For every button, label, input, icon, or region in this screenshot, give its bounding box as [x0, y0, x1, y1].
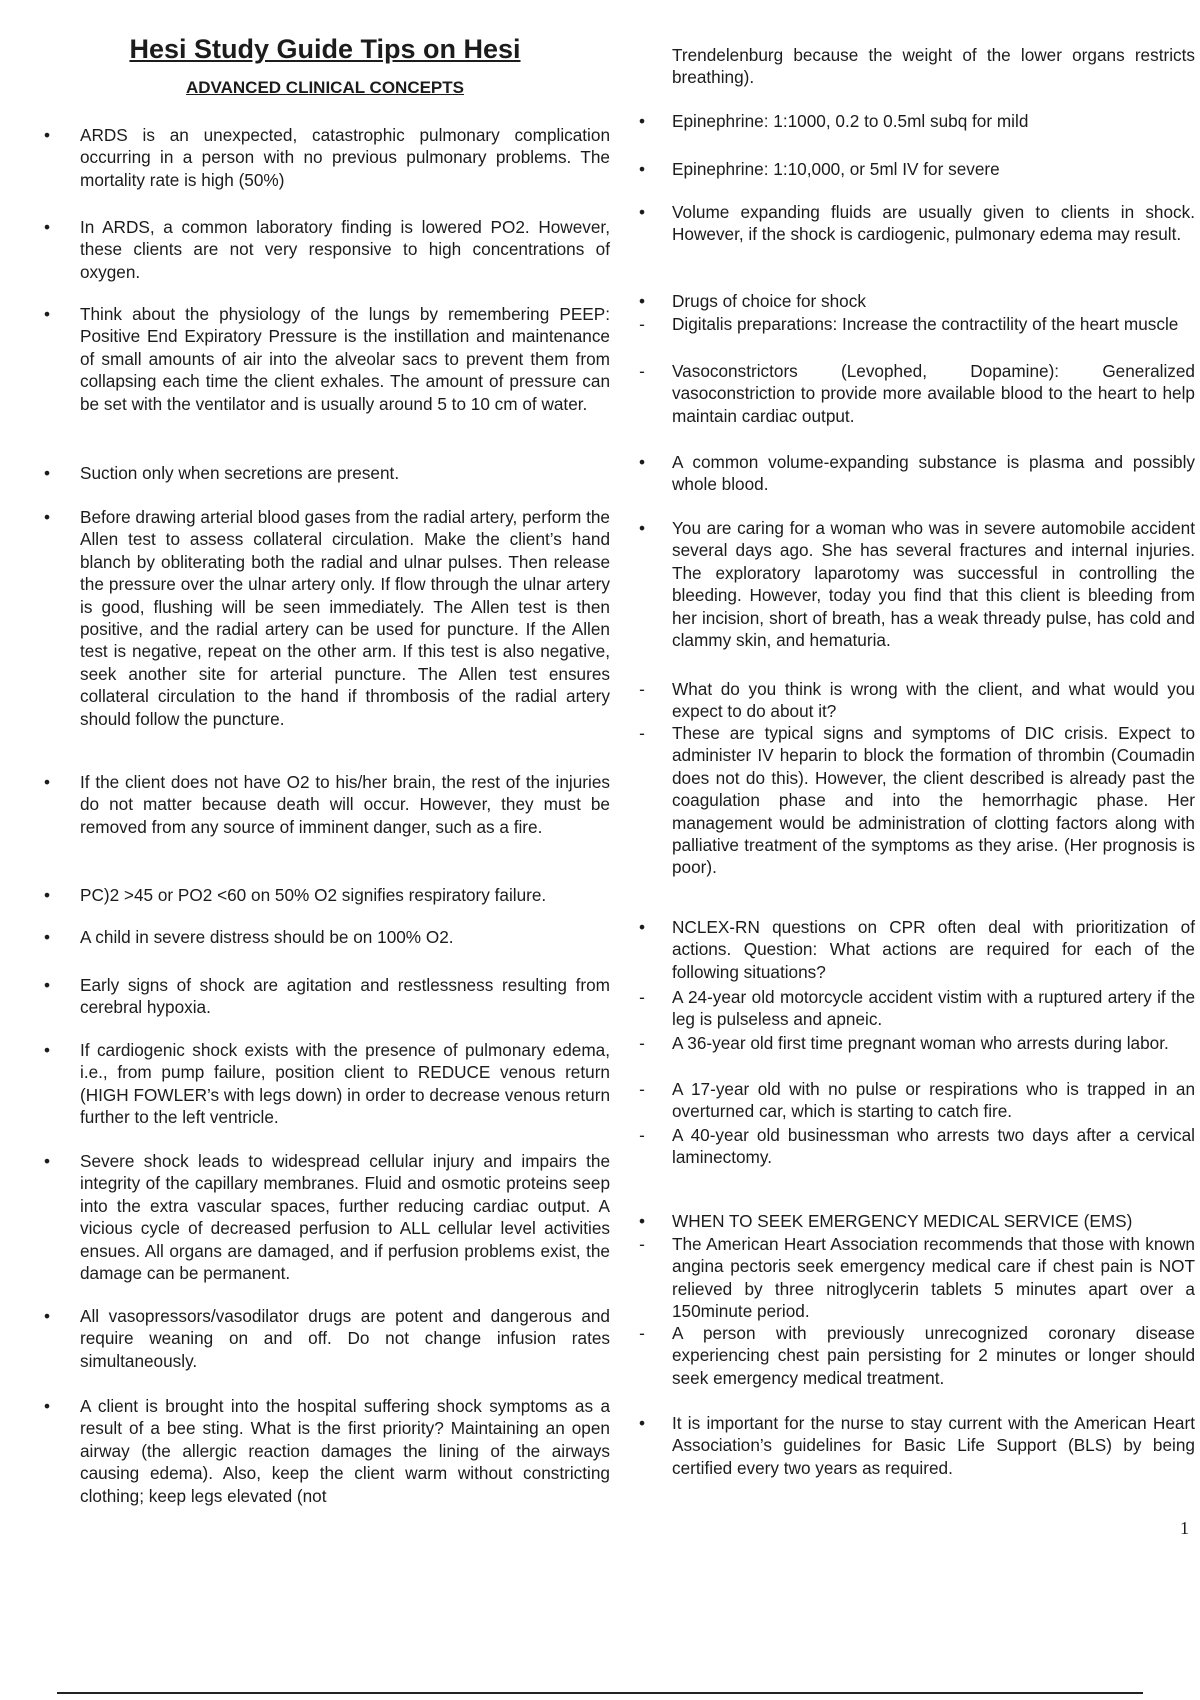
list-item-text: Suction only when secretions are present. — [80, 463, 400, 483]
list-item-text: Digitalis preparations: Increase the contractility of the heart muscle — [672, 314, 1179, 334]
dash-marker: - — [639, 1033, 645, 1053]
bullet-marker: • — [43, 1151, 51, 1171]
list-item-text: A person with previously unrecognized coronary disease experiencing chest pain persisting for 2 minutes or longer should seek emergency medical treatment. — [672, 1323, 1195, 1388]
dash-marker: - — [639, 1234, 645, 1254]
list-item-text: Volume expanding fluids are usually given to clients in shock. However, if the shock is cardiogenic, pulmonary edema may result. — [672, 202, 1195, 245]
dash-marker: - — [639, 1125, 645, 1145]
list-item-text: Drugs of choice for shock — [672, 291, 866, 311]
list-item — [635, 722, 1195, 879]
list-item — [635, 158, 1195, 180]
bullet-marker: • — [43, 463, 51, 483]
list-item-text: The American Heart Association recommends that those with known angina pectoris seek emergency medical care if chest pain is NOT relieved by three nitroglycerin tablets 5 minutes apart over a 150minute period. — [672, 1234, 1195, 1322]
list-item-text: A common volume-expanding substance is plasma and possibly whole blood. — [672, 452, 1195, 495]
list-item — [635, 1210, 1195, 1232]
dash-marker: - — [639, 361, 645, 381]
list-item-text: A child in severe distress should be on 100% O2. — [80, 927, 454, 947]
list-item-text: If cardiogenic shock exists with the presence of pulmonary edema, i.e., from pump failure, position client to REDUCE venous return (HIGH FOWLER’s with legs down) in order to decrease venous return further to the left ventricle. — [80, 1040, 610, 1128]
list-item — [635, 1322, 1195, 1389]
dash-marker: - — [639, 1323, 645, 1343]
list-item-text: Severe shock leads to widespread cellular injury and impairs the integrity of the capillary membranes. Fluid and osmotic proteins seep into the extra vascular spaces, further reducing cardiac output. A vicious cycle of decreased perfusion to ALL cellular level activities ensues. All organs are damaged, and if perfusion problems exist, the damage can be permanent. — [80, 1151, 610, 1284]
list-item — [635, 110, 1195, 132]
list-item-text: It is important for the nurse to stay current with the American Heart Association’s guidelines for Basic Life Support (BLS) by being certified every two years as required. — [672, 1413, 1195, 1478]
list-item-text: A 17-year old with no pulse or respirations who is trapped in an overturned car, which is starting to catch fire. — [672, 1079, 1195, 1122]
bullet-marker: • — [43, 927, 51, 947]
list-item — [40, 506, 610, 730]
list-item-text: A client is brought into the hospital suffering shock symptoms as a result of a bee sting. What is the first priority? Maintaining an open airway (the allergic reaction damages the lining of the airways causing edema). Also, keep the client warm without constricting clothing; keep legs elevated (not — [80, 1396, 610, 1506]
list-item — [635, 360, 1195, 427]
list-item-text: Early signs of shock are agitation and restlessness resulting from cerebral hypoxia. — [80, 975, 610, 1018]
list-item — [40, 1150, 610, 1284]
list-item-text: A 36-year old first time pregnant woman who arrests during labor. — [672, 1033, 1169, 1053]
list-item-text: If the client does not have O2 to his/her brain, the rest of the injuries do not matter because death will occur. However, they must be removed from any source of imminent danger, such as a fire. — [80, 772, 610, 837]
list-item-text: A 24-year old motorcycle accident vistim with a ruptured artery if the leg is pulseless and apneic. — [672, 987, 1195, 1030]
bullet-marker: • — [43, 885, 51, 905]
list-item-text: PC)2 >45 or PO2 <60 on 50% O2 signifies respiratory failure. — [80, 885, 547, 905]
bullet-marker: • — [43, 1396, 51, 1416]
list-item — [635, 1032, 1195, 1054]
list-item — [635, 678, 1195, 723]
bullet-marker: • — [638, 518, 646, 538]
list-item — [40, 216, 610, 283]
bullet-marker: • — [43, 217, 51, 237]
dash-marker: - — [639, 314, 645, 334]
dash-marker: - — [639, 723, 645, 743]
bullet-marker: • — [638, 111, 646, 131]
list-item — [40, 124, 610, 191]
list-item-text: What do you think is wrong with the client, and what would you expect to do about it? — [672, 679, 1195, 722]
list-item — [40, 303, 610, 415]
list-item — [635, 986, 1195, 1031]
footer-divider — [57, 1692, 1143, 1694]
bullet-marker: • — [638, 202, 646, 222]
list-item-text: Vasoconstrictors (Levophed, Dopamine): Generalized vasoconstriction to provide more available blood to the heart to help maintain cardiac output. — [672, 361, 1195, 426]
list-item-text: A 40-year old businessman who arrests two days after a cervical laminectomy. — [672, 1125, 1195, 1168]
list-item-text: Think about the physiology of the lungs by remembering PEEP: Positive End Expiratory Pressure is the instillation and maintenance of small amounts of air into the alveolar sacs to prevent them from collapsing each time the client exhales. The amount of pressure can be set with the ventilator and is usually around 5 to 10 cm of water. — [80, 304, 610, 414]
bullet-marker: • — [638, 291, 646, 311]
list-item — [40, 974, 610, 1019]
bullet-marker: • — [638, 1211, 646, 1231]
list-item — [40, 926, 610, 948]
list-item — [40, 1395, 610, 1507]
list-item-text: Trendelenburg because the weight of the lower organs restricts breathing). — [672, 45, 1195, 88]
bullet-marker: • — [43, 507, 51, 527]
list-item — [40, 462, 610, 484]
list-item-text: You are caring for a woman who was in severe automobile accident several days ago. She has several fractures and internal injuries. The exploratory laparotomy was successful in controlling the bleeding. However, today you find that this client is bleeding from her incision, short of breath, has a weak thready pulse, has cold and clammy skin, and hematuria. — [672, 518, 1195, 651]
bullet-marker: • — [43, 975, 51, 995]
bullet-marker: • — [43, 304, 51, 324]
bullet-marker: • — [43, 772, 51, 792]
list-item — [635, 1233, 1195, 1323]
list-item — [635, 1124, 1195, 1169]
bullet-marker: • — [43, 1040, 51, 1060]
list-item — [40, 884, 610, 906]
dash-marker: - — [639, 987, 645, 1007]
list-item — [635, 201, 1195, 246]
list-item-text: All vasopressors/vasodilator drugs are potent and dangerous and require weaning on and off. Do not change infusion rates simultaneously. — [80, 1306, 610, 1371]
dash-marker: - — [639, 1079, 645, 1099]
list-item-text: These are typical signs and symptoms of DIC crisis. Expect to administer IV heparin to block the formation of thrombin (Coumadin does not do this). However, the client described is already past the coagulation phase and into the hemorrhagic phase. Her management would be administration of clotting factors along with palliative treatment of the symptoms as they arise. (Her prognosis is poor). — [672, 723, 1195, 878]
list-item-text: Epinephrine: 1:10,000, or 5ml IV for severe — [672, 159, 1000, 179]
document-subtitle: ADVANCED CLINICAL CONCEPTS — [186, 78, 464, 97]
list-item — [40, 771, 610, 838]
bullet-marker: • — [43, 1306, 51, 1326]
list-item-text: ARDS is an unexpected, catastrophic pulmonary complication occurring in a person with no previous pulmonary problems. The mortality rate is high (50%) — [80, 125, 610, 190]
list-item — [635, 1078, 1195, 1123]
list-item-text: Epinephrine: 1:1000, 0.2 to 0.5ml subq for mild — [672, 111, 1029, 131]
bullet-marker: • — [638, 917, 646, 937]
list-item-text: WHEN TO SEEK EMERGENCY MEDICAL SERVICE (EMS) — [672, 1211, 1133, 1231]
list-item — [635, 290, 1195, 312]
list-item — [635, 517, 1195, 651]
list-item — [635, 451, 1195, 496]
list-item-text: In ARDS, a common laboratory finding is lowered PO2. However, these clients are not very responsive to high concentrations of oxygen. — [80, 217, 610, 282]
bullet-marker: • — [43, 125, 51, 145]
bullet-marker: • — [638, 452, 646, 472]
list-item — [635, 313, 1195, 335]
list-item-text: NCLEX-RN questions on CPR often deal with prioritization of actions. Question: What actions are required for each of the following situations? — [672, 917, 1195, 982]
list-item — [635, 1412, 1195, 1479]
document-title: Hesi Study Guide Tips on Hesi — [129, 34, 521, 64]
list-item — [635, 916, 1195, 983]
dash-marker: - — [639, 679, 645, 699]
bullet-marker: • — [638, 159, 646, 179]
list-item — [635, 44, 1195, 89]
bullet-marker: • — [638, 1413, 646, 1433]
page-number: 1 — [1180, 1518, 1189, 1538]
list-item — [40, 1305, 610, 1372]
list-item-text: Before drawing arterial blood gases from the radial artery, perform the Allen test to assess collateral circulation. Make the client’s hand blanch by obliterating both the radial and ulnar pulses. Then release the pressure over the ulnar artery only. If flow through the ulnar artery is good, flushing will be seen immediately. The Allen test is then positive, and the radial artery can be used for puncture. If the Allen test is negative, repeat on the other arm. If this test is also negative, seek another site for arterial puncture. The Allen test ensures collateral circulation to the hand if thrombosis of the radial artery should follow the puncture. — [80, 507, 610, 729]
list-item — [40, 1039, 610, 1129]
